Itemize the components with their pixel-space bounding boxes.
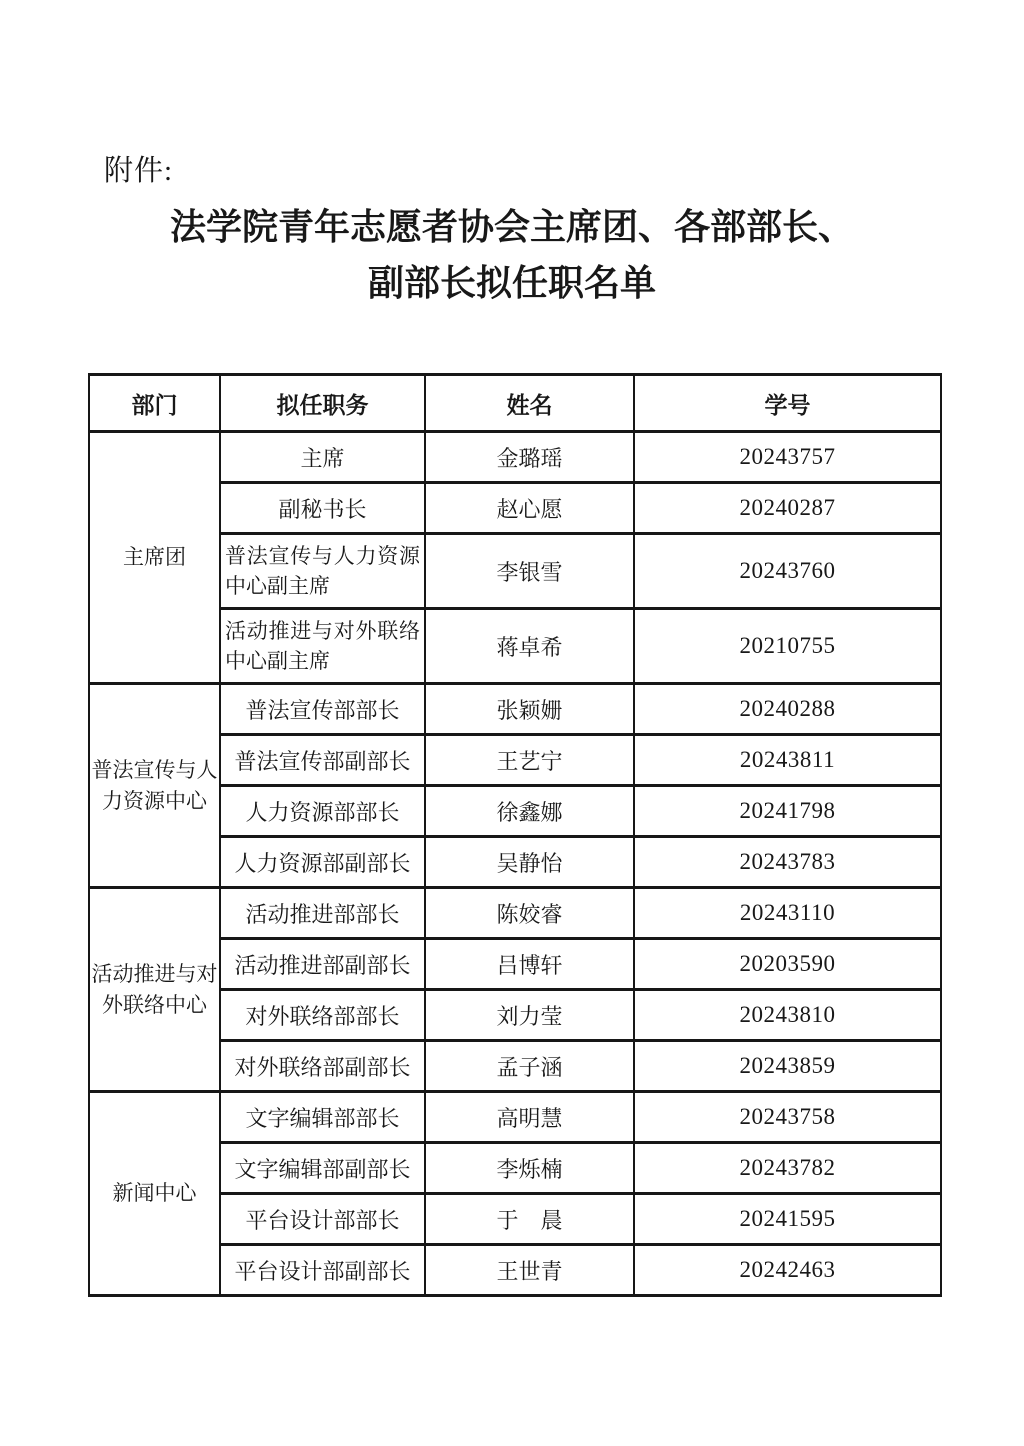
document-title xyxy=(0,199,1024,311)
name-cell: 张颖姗 xyxy=(425,684,634,735)
name-cell: 于 晨 xyxy=(425,1194,634,1245)
department-cell: 新闻中心 xyxy=(89,1092,220,1296)
appointments-table xyxy=(88,373,942,1297)
title-line-2: 副部长拟任职名单 xyxy=(367,263,656,303)
position-cell: 人力资源部副部长 xyxy=(220,837,425,888)
position-cell: 主席 xyxy=(220,432,425,483)
student-id-cell: 20241595 xyxy=(634,1194,941,1245)
position-cell: 对外联络部部长 xyxy=(220,990,425,1041)
student-id-cell: 20240288 xyxy=(634,684,941,735)
table-row xyxy=(89,432,941,483)
table-row xyxy=(89,888,941,939)
student-id-cell: 20243782 xyxy=(634,1143,941,1194)
student-id-cell: 20240287 xyxy=(634,483,941,534)
name-cell: 陈姣睿 xyxy=(425,888,634,939)
name-cell: 王艺宁 xyxy=(425,735,634,786)
student-id-cell: 20243110 xyxy=(634,888,941,939)
student-id-cell: 20243810 xyxy=(634,990,941,1041)
position-cell: 活动推进部部长 xyxy=(220,888,425,939)
position-cell: 普法宣传与人力资源中心副主席 xyxy=(220,534,425,609)
position-cell: 人力资源部部长 xyxy=(220,786,425,837)
student-id-cell: 20243859 xyxy=(634,1041,941,1092)
student-id-cell: 20243760 xyxy=(634,534,941,609)
column-header-department: 部门 xyxy=(89,375,220,432)
name-cell: 高明慧 xyxy=(425,1092,634,1143)
name-cell: 吕博轩 xyxy=(425,939,634,990)
department-cell: 主席团 xyxy=(89,432,220,684)
student-id-cell: 20243758 xyxy=(634,1092,941,1143)
department-cell: 活动推进与对外联络中心 xyxy=(89,888,220,1092)
title-line-1: 法学院青年志愿者协会主席团、各部部长、 xyxy=(169,207,854,247)
attachment-label: 附件: xyxy=(104,155,174,187)
name-cell: 刘力莹 xyxy=(425,990,634,1041)
name-cell: 李烁楠 xyxy=(425,1143,634,1194)
position-cell: 平台设计部副部长 xyxy=(220,1245,425,1296)
position-cell: 普法宣传部副部长 xyxy=(220,735,425,786)
position-cell: 文字编辑部副部长 xyxy=(220,1143,425,1194)
name-cell: 王世青 xyxy=(425,1245,634,1296)
name-cell: 徐鑫娜 xyxy=(425,786,634,837)
table-row xyxy=(89,1092,941,1143)
student-id-cell: 20241798 xyxy=(634,786,941,837)
name-cell: 赵心愿 xyxy=(425,483,634,534)
column-header-position: 拟任职务 xyxy=(220,375,425,432)
name-cell: 孟子涵 xyxy=(425,1041,634,1092)
name-cell: 蒋卓希 xyxy=(425,609,634,684)
name-cell: 吴静怡 xyxy=(425,837,634,888)
position-cell: 活动推进与对外联络中心副主席 xyxy=(220,609,425,684)
column-header-student-id: 学号 xyxy=(634,375,941,432)
position-cell: 普法宣传部部长 xyxy=(220,684,425,735)
position-cell: 活动推进部副部长 xyxy=(220,939,425,990)
column-header-name: 姓名 xyxy=(425,375,634,432)
student-id-cell: 20203590 xyxy=(634,939,941,990)
table-header-row xyxy=(89,375,941,432)
name-cell: 金璐瑶 xyxy=(425,432,634,483)
department-cell: 普法宣传与人力资源中心 xyxy=(89,684,220,888)
position-cell: 副秘书长 xyxy=(220,483,425,534)
student-id-cell: 20243757 xyxy=(634,432,941,483)
table-body xyxy=(89,432,941,1296)
table-row xyxy=(89,684,941,735)
position-cell: 对外联络部副部长 xyxy=(220,1041,425,1092)
name-cell: 李银雪 xyxy=(425,534,634,609)
position-cell: 文字编辑部部长 xyxy=(220,1092,425,1143)
student-id-cell: 20243783 xyxy=(634,837,941,888)
student-id-cell: 20242463 xyxy=(634,1245,941,1296)
student-id-cell: 20243811 xyxy=(634,735,941,786)
student-id-cell: 20210755 xyxy=(634,609,941,684)
position-cell: 平台设计部部长 xyxy=(220,1194,425,1245)
